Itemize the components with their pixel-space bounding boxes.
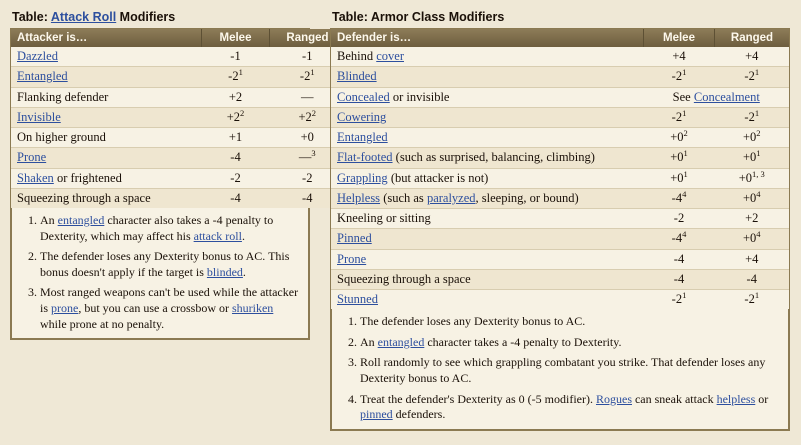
row-melee: -4 [644,249,715,269]
row-label [331,290,644,310]
row-melee [644,290,715,310]
row-ranged [715,188,790,208]
value: +0 [670,150,684,165]
footnote-marker: 1 [238,67,243,78]
row-label [331,229,644,249]
table-row [331,290,789,310]
row-melee: -2 [202,168,270,188]
value: -2 [744,292,755,306]
footnote-item: 4. Treat the defender's Dexterity as 0 (-5 modifier). Rogues can sneak attack helpless or pinned defenders. [360,392,782,423]
link-blinded-note[interactable]: blinded [206,264,243,279]
link-shuriken-note[interactable]: shuriken [231,300,274,315]
footnote-marker: 2 [311,107,317,118]
column-header-melee: Melee [202,29,270,47]
row-ranged: +0 [270,128,346,148]
link-entangled-note[interactable]: entangled [57,213,105,227]
armor-class-table-body [331,47,789,309]
row-ranged [715,168,790,188]
value: -2 [671,292,683,306]
value: — [298,150,312,165]
link-helpless-note[interactable]: helpless [716,391,756,406]
link-helpless[interactable]: Helpless [337,190,381,205]
row-span-value [644,87,790,107]
link-attack-roll-note[interactable]: attack roll [193,228,242,243]
value: +0 [742,231,757,246]
column-header-attacker: Attacker is… [11,29,202,47]
table-row [331,168,789,188]
row-label [331,87,644,107]
column-header-melee: Melee [644,29,715,47]
table-row [11,67,345,87]
footnote-marker: 1 [682,107,687,118]
armor-class-modifiers-section [330,8,790,431]
footnote-marker: 1 [310,67,315,78]
value: +2 [226,109,241,124]
table-row [11,148,345,168]
row-label [11,107,202,127]
row-label [331,148,644,168]
armor-class-table-caption [332,10,790,24]
footnote-marker: 1 [682,67,687,78]
footnote-marker: 1 [683,148,688,159]
row-melee [644,107,715,127]
footnote-marker: 3 [311,148,316,159]
footnote-marker: 4 [756,229,761,240]
row-melee [202,67,270,87]
table-row [11,87,345,107]
row-label-post: (such as paralyzed, sleeping, or bound) [380,190,579,205]
row-label [331,47,644,67]
footnote-list [18,213,302,332]
value: -4 [671,231,683,246]
value: +0 [738,170,753,185]
link-concealment[interactable]: Concealment [693,89,760,104]
value: +2 [298,109,312,124]
row-label-pre: Behind [337,49,377,63]
caption-prefix: Table: [332,10,371,24]
row-melee [644,188,715,208]
footnote-item: 2. An entangled character takes a -4 penalty to Dexterity. [360,335,782,351]
row-label-post: or invisible [389,89,450,104]
footnote-marker: 1 [683,168,688,179]
footnote-marker: 4 [756,188,761,199]
value: +0 [670,130,684,144]
row-ranged [715,148,790,168]
table-row [331,87,789,107]
row-ranged: -4 [715,269,790,289]
link-cover[interactable]: cover [376,49,404,63]
caption-suffix: Modifiers [445,10,505,24]
table-row [331,148,789,168]
link-stunned[interactable]: Stunned [337,292,378,306]
row-ranged: +4 [715,249,790,269]
value: -2 [228,69,239,84]
row-melee [644,148,715,168]
row-label [331,249,644,269]
link-cowering[interactable]: Cowering [337,109,387,124]
value: +0 [742,190,757,205]
attack-roll-table-caption [12,10,310,24]
row-label [331,67,644,87]
attack-roll-table-box [10,28,329,340]
table-header-row [11,29,345,47]
table-row [331,47,789,67]
row-melee: -4 [644,269,715,289]
value: -2 [299,69,311,84]
link-invisible[interactable]: Invisible [17,109,61,124]
value: +0 [742,150,757,165]
row-label: On higher ground [11,128,202,148]
link-concealed[interactable]: Concealed [337,89,390,104]
row-label [11,148,202,168]
value: +0 [742,130,757,144]
footnote-item: 1. The defender loses any Dexterity bonus to AC. [360,314,782,330]
row-melee [644,229,715,249]
row-melee [644,67,715,87]
column-header-ranged: Ranged [715,29,790,47]
footnote-marker: 4 [682,188,687,199]
armor-class-table-box [330,28,790,431]
footnote-marker: 1 [754,289,760,300]
link-entangled[interactable]: Entangled [17,69,68,84]
footnote-marker: 1 [754,67,760,78]
row-melee: +2 [202,87,270,107]
row-ranged: +2 [715,209,790,229]
table-row [331,229,789,249]
table-row [11,128,345,148]
row-label [11,67,202,87]
footnote-list [338,314,782,423]
row-label-rest: or frightened [53,170,122,185]
column-header-defender: Defender is… [331,29,644,47]
row-ranged [715,290,790,310]
footnote-marker: 1 [756,148,761,159]
link-paralyzed[interactable]: paralyzed [426,190,476,205]
armor-class-footnotes [331,309,789,430]
row-label-post: (such as surprised, balancing, climbing) [392,150,595,165]
table-row [331,67,789,87]
link-grappling[interactable]: Grappling [337,170,388,185]
footnote-marker: 1 [754,107,760,118]
row-label-post: (but attacker is not) [387,170,489,185]
attack-roll-footnotes [11,208,309,339]
footnote-marker: 1, 3 [752,168,765,179]
link-prone-note[interactable]: prone [51,300,79,315]
table-row [331,128,789,148]
link-rogues-note[interactable]: Rogues [595,391,632,406]
row-ranged: -1 [302,49,313,63]
link-dazzled[interactable]: Dazzled [17,49,58,63]
row-melee [644,128,715,148]
row-label [331,168,644,188]
row-label [331,107,644,127]
value: -4 [671,190,683,205]
row-melee: -2 [644,209,715,229]
table-row [11,168,345,188]
row-label: Squeezing through a space [331,269,644,289]
column-header-ranged: Ranged [270,29,346,47]
link-shaken[interactable]: Shaken [17,170,54,185]
caption-link-attack-roll[interactable]: Attack Roll [50,10,117,24]
row-melee: -4 [202,188,270,208]
value: -2 [744,109,755,124]
table-row [331,269,789,289]
footnote-marker: 2 [240,107,245,118]
row-label: Squeezing through a space [11,188,202,208]
row-label: Kneeling or sitting [331,209,644,229]
row-melee [202,107,270,127]
value: +0 [670,170,684,185]
link-entangled-ac[interactable]: Entangled [337,130,388,144]
row-ranged: -4 [270,188,346,208]
table-row [11,47,345,67]
row-ranged: -2 [270,168,346,188]
footnote-marker: 4 [682,229,687,240]
row-label [331,128,644,148]
attack-roll-modifiers-table [11,29,345,208]
table-row [331,188,789,208]
footnote-marker: 2 [683,127,688,138]
value: -2 [671,109,683,124]
table-row [331,209,789,229]
link-prone[interactable]: Prone [17,150,47,165]
value: -2 [671,69,683,84]
row-melee: +4 [672,49,686,63]
footnote-item: 2. The defender loses any Dexterity bonus to AC. This bonus doesn't apply if the target is blinded. [40,249,302,280]
table-row [331,249,789,269]
row-label: Flanking defender [11,87,202,107]
caption-suffix: Modifiers [116,10,176,24]
caption-text-armor-class: Armor Class [370,10,446,24]
row-melee: -1 [230,49,241,63]
row-ranged [715,229,790,249]
link-pinned-note[interactable]: pinned [360,407,393,422]
footnote-item: 3. Roll randomly to see which grappling combatant you strike. That defender loses any Dexterity bonus to AC. [360,355,782,386]
table-header-row [331,29,789,47]
link-entangled-note-ac[interactable]: entangled [377,334,425,349]
row-ranged [715,107,790,127]
span-prefix: See [672,89,694,104]
link-flat-footed[interactable]: Flat-footed [337,150,393,165]
row-ranged: +4 [745,49,759,63]
link-blinded[interactable]: Blinded [337,69,377,84]
row-melee [644,168,715,188]
caption-prefix: Table: [12,10,51,24]
table-row [11,107,345,127]
row-melee: +1 [202,128,270,148]
row-ranged: — [270,87,346,107]
table-row [331,107,789,127]
footnote-item: 3. Most ranged weapons can't be used while the attacker is prone, but you can use a crossbow or shuriken while prone at no penalty. [40,285,302,332]
value: -2 [744,69,755,84]
row-label [331,188,644,208]
row-ranged [715,128,790,148]
link-pinned[interactable]: Pinned [337,231,372,246]
row-label [11,168,202,188]
row-melee: -4 [202,148,270,168]
link-prone-ac[interactable]: Prone [337,251,367,266]
table-row [11,188,345,208]
attack-roll-modifiers-section [10,8,329,340]
armor-class-modifiers-table [331,29,789,309]
row-label [11,47,202,67]
footnote-item: 1. An entangled character also takes a -4 penalty to Dexterity, which may affect his attack roll. [40,213,302,244]
footnote-marker: 2 [756,127,761,138]
footnote-marker: 1 [682,289,687,300]
row-ranged [715,67,790,87]
attack-roll-table-body [11,47,345,208]
